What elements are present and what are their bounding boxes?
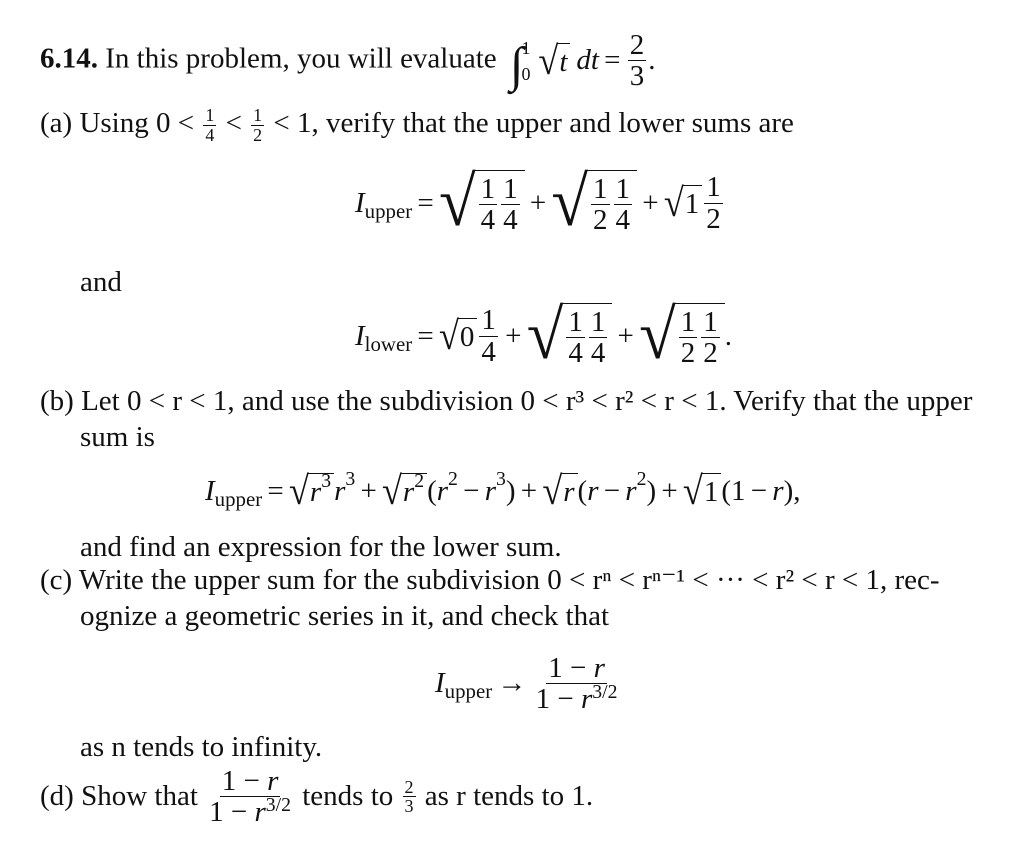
part-c-label: (c) xyxy=(40,564,73,596)
part-c-line-2: ognize a geometric series in it, and check that xyxy=(80,600,610,632)
integral-limits xyxy=(521,39,530,82)
integral-expression: ∫ 1 0 √ t dt = $\frac{2}{3}$ . xyxy=(509,29,656,93)
equation-lower-sum-a: I lower = √ 0 $\frac{1}{4}$ + √ $\frac{1}{4}$ $\frac{1}{4}$ + √ $\frac{1}{2}$ $\frac{1}{2}$ . xyxy=(355,297,732,374)
and-text: and xyxy=(80,266,122,298)
part-b-line-2: sum is xyxy=(80,421,155,453)
equation-upper-sum-a: I upper = √ $\frac{1}{4}$ $\frac{1}{4}$ + √ $\frac{1}{2}$ $\frac{1}{4}$ + √ 1 $\frac{1}{2}$ xyxy=(355,164,721,241)
sqrt-t: √ t xyxy=(538,43,570,79)
integral-lower-limit: 0 xyxy=(521,63,531,84)
part-b-label: (b) xyxy=(40,385,74,417)
problem-intro: In this problem, you will evaluate xyxy=(105,42,497,75)
dt: dt xyxy=(576,44,599,77)
part-d-label: (d) xyxy=(40,780,74,813)
integral-result: $\frac{2}{3}$ xyxy=(629,29,645,93)
part-a-line: (a) Using 0 < $\frac{1}{4}$ < $\frac{1}{2}$ < 1, verify that the upper and lower sums are xyxy=(40,105,794,145)
part-a-label: (a) xyxy=(40,107,73,140)
equation-limit-c: I upper → $\frac{1 - r}{1 - r^{3/2}}$ xyxy=(435,652,618,716)
integral-sign: ∫ xyxy=(509,37,524,93)
part-b-line-1: (b) Let 0 < r < 1, and use the subdivision 0 < r³ < r² < r < 1. Verify that the upper xyxy=(40,385,973,417)
integral-upper-limit: 1 xyxy=(521,38,531,59)
part-c-line-1: (c) Write the upper sum for the subdivision 0 < rⁿ < rⁿ⁻¹ < ··· < r² < r < 1, rec- xyxy=(40,564,940,596)
problem-statement xyxy=(40,30,656,92)
part-d-line: (d) Show that $\frac{1 - r}{1 - r^{3/2}}$ tends to $\frac{2}{3}$ as r tends to 1. xyxy=(40,765,594,829)
problem-number: 6.14. xyxy=(40,42,98,75)
part-c-line-3: as n tends to infinity. xyxy=(80,731,323,763)
part-b-line-3: and find an expression for the lower sum. xyxy=(80,531,562,563)
equation-upper-sum-b: I upper = √ r 3 r 3 + √ r 2 ( r 2 − r 3 ) + √ r ( r − r 2 ) + √ 1 (1 − r ), xyxy=(205,468,801,513)
